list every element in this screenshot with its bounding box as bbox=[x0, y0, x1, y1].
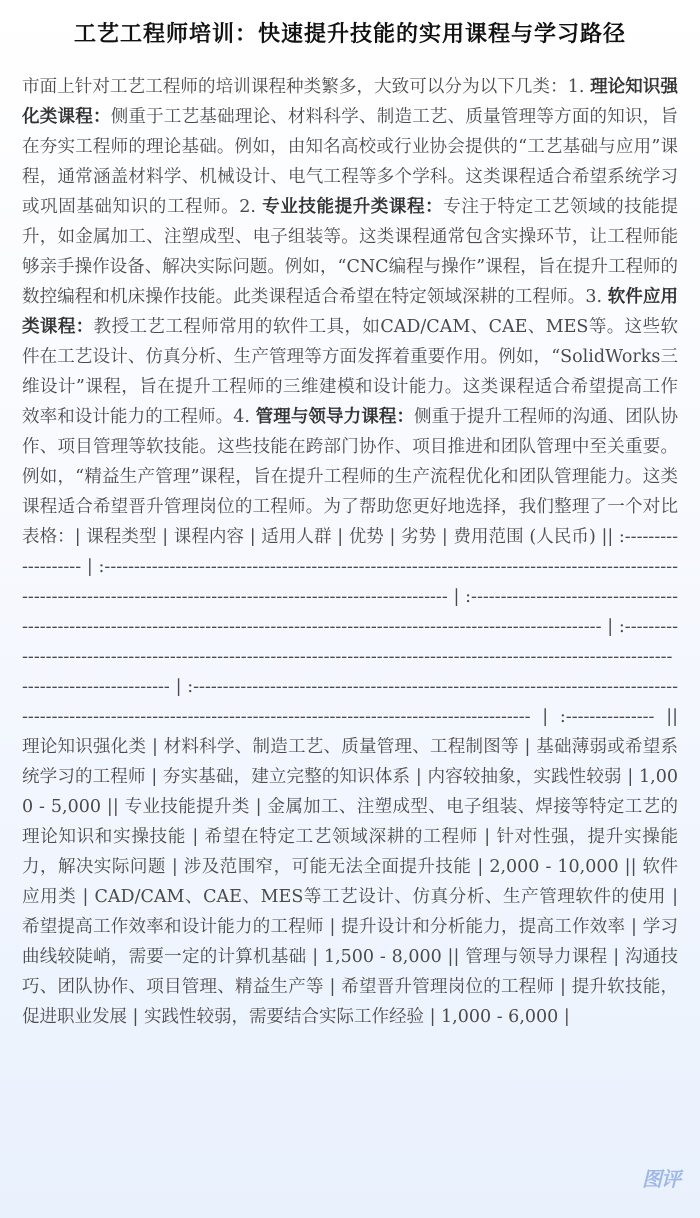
intro-text: 市面上针对工艺工程师的培训课程种类繁多，大致可以分为以下几类：1. bbox=[22, 77, 591, 97]
section-heading-management: 管理与领导力课程： bbox=[255, 407, 415, 427]
section-heading-software: 软件应用类课程： bbox=[22, 287, 678, 337]
section-body-software: 教授工艺工程师常用的软件工具，如CAD/CAM、CAE、MES等。这些软件在工艺设计、仿真分析、生产管理等方面发挥着重要作用。例如，“SolidWorks三维设计”课程，旨在提升工程师的三维建模和设计能力。这类课程适合希望提高工作效率和设计能力的工程师。4. bbox=[22, 317, 678, 427]
table-header-text: | 课程类型 | 课程内容 | 适用人群 | 优势 | 劣势 | 费用范围 (人民币) || bbox=[74, 527, 614, 547]
section-body-theory: 侧重于工艺基础理论、材料科学、制造工艺、质量管理等方面的知识，旨在夯实工程师的理论基础。例如，由知名高校或行业协会提供的“工艺基础与应用”课程，通常涵盖材料学、机械设计、电气工程等多个学科。这类课程适合希望系统学习或巩固基础知识的工程师。2. bbox=[22, 107, 679, 217]
section-heading-theory: 理论知识强化类课程： bbox=[22, 77, 678, 127]
section-heading-skills: 专业技能提升类课程： bbox=[262, 197, 444, 217]
table-rows-text: 理论知识强化类 | 材料科学、制造工艺、质量管理、工程制图等 | 基础薄弱或希望系统学习的工程师 | 夯实基础，建立完整的知识体系 | 内容较抽象，实践性较弱 | 1,000 - 5,000 || 专业技能提升类 | 金属加工、注塑成型、电子组装、焊接等特定工艺的理论知识和实操技能 | 希望在特定工艺领域深耕的工程师 | 针对性强，提升实操能力，解决实际问题 | 涉及范围窄，可能无法全面提升技能 | 2,000 - 10,000 || 软件应用类 | CAD/CAM、CAE、MES等工艺设计、仿真分析、生产管理软件的使用 | 希望提高工作效率和设计能力的工程师 | 提升设计和分析能力，提高工作效率 | 学习曲线较陡峭，需要一定的计算机基础 | 1,500 - 8,000 || 管理与领导力课程 | 沟通技巧、团队协作、项目管理、精益生产等 | 希望晋升管理岗位的工程师 | 提升软技能，促进职业发展 | 实践性较弱，需要结合实际工作经验 | 1,000 - 6,000 | bbox=[22, 737, 678, 1027]
watermark-logo: 图评 bbox=[642, 1167, 680, 1191]
article-body bbox=[22, 72, 678, 1032]
page-title: 工艺工程师培训：快速提升技能的实用课程与学习路径 bbox=[73, 22, 626, 47]
table-separator-text: :------------------- | :------------------------------------------------------------------------------------------------------------------------------------------------------------------------- | :------------------------------------------------------------------------------------------------------------------------------------- | :------------------------------------------------------------------------------------------------------------------------------------------------ | :------------------------------------------------------------------------------------------------------------------------------------------------------------------------ | :--------------- || bbox=[22, 527, 678, 727]
section-body-skills: 专注于特定工艺领域的技能提升，如金属加工、注塑成型、电子组装等。这类课程通常包含实操环节，让工程师能够亲手操作设备、解决实际问题。例如，“CNC编程与操作”课程，旨在提升工程师的数控编程和机床操作技能。此类课程适合希望在特定领域深耕的工程师。3. bbox=[22, 197, 679, 307]
section-body-management: 侧重于提升工程师的沟通、团队协作、项目管理等软技能。这些技能在跨部门协作、项目推进和团队管理中至关重要。例如，“精益生产管理”课程，旨在提升工程师的生产流程优化和团队管理能力。这类课程适合希望晋升管理岗位的工程师。为了帮助您更好地选择，我们整理了一个对比表格： bbox=[22, 407, 678, 547]
